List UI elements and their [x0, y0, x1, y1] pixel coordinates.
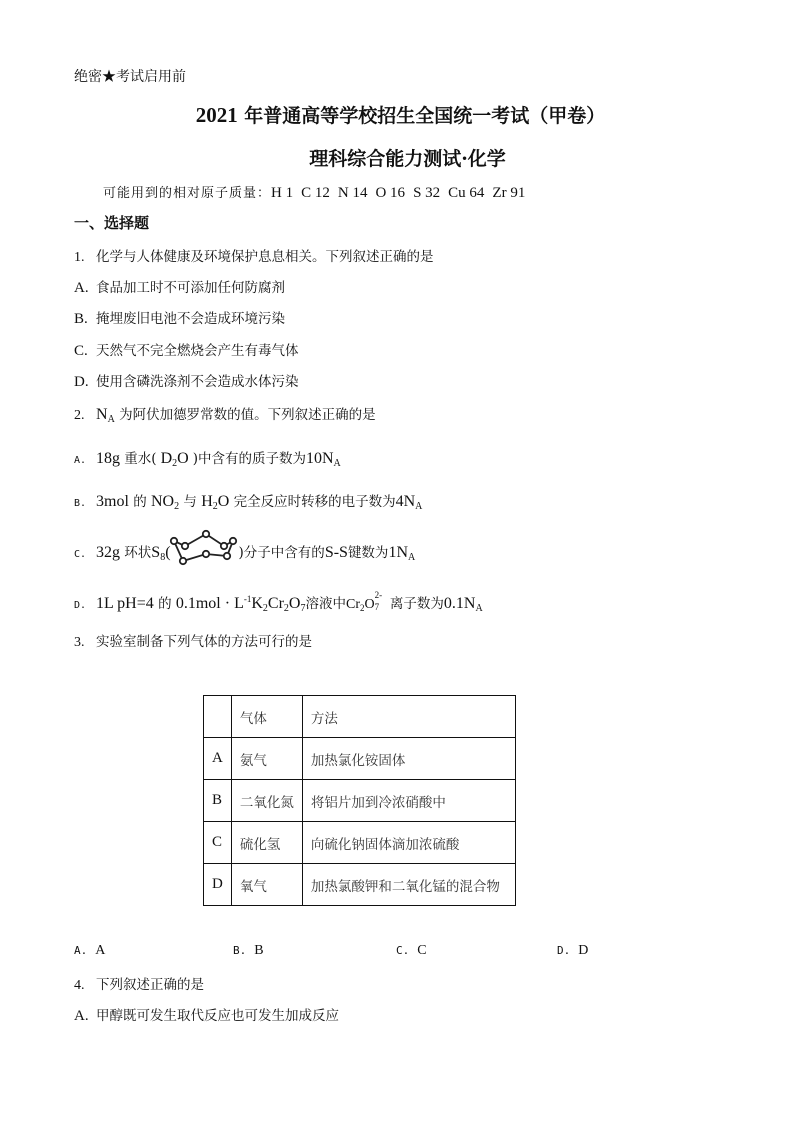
atomic-mass-zr: Zr 91 — [492, 185, 526, 201]
option-text: 的 — [133, 494, 147, 510]
formula-value — [396, 493, 423, 510]
table-cell: 氧气 — [231, 864, 302, 906]
table-cell: C — [204, 822, 232, 864]
formula-h2o — [201, 493, 229, 510]
formula-symbol: 0.1mol · L — [175, 595, 244, 612]
option-label: D. — [557, 944, 571, 957]
formula-subscript: 8 — [160, 552, 166, 563]
atomic-mass-n: N 14 — [337, 185, 368, 201]
question-2-option-b — [74, 490, 422, 512]
formula-script-stack — [374, 590, 386, 612]
table-header-row — [204, 696, 516, 738]
formula-subscript: 7 — [374, 602, 380, 612]
option-text: 重水( — [124, 451, 157, 467]
formula-symbol: D — [160, 450, 173, 467]
option-label: C. — [74, 549, 87, 560]
option-label: D. — [74, 374, 89, 390]
formula-na — [96, 406, 115, 423]
question-text: 为阿伏加德罗常数的值。下列叙述正确的是 — [119, 407, 376, 423]
question-1-option-c — [74, 339, 299, 360]
option-text: 溶液中 — [305, 596, 346, 612]
formula-subscript: A — [415, 501, 423, 512]
table-row — [204, 738, 516, 780]
question-number: 4. — [74, 978, 85, 993]
option-label: C. — [74, 343, 88, 359]
exam-year: 2021 — [195, 103, 238, 127]
formula-value — [306, 450, 341, 467]
table-cell: 将铝片加到冷浓硝酸中 — [302, 780, 515, 822]
question-number: 1. — [74, 250, 85, 265]
formula-symbol: O — [288, 595, 301, 612]
option-text: 离子数为 — [389, 596, 444, 612]
formula-symbol: K — [251, 595, 263, 612]
option-label: B. — [233, 944, 247, 957]
option-text: 使用含磷洗涤剂不会造成水体污染 — [96, 374, 299, 390]
option-text: A — [95, 943, 106, 958]
option-text: B — [254, 943, 264, 958]
exam-subtitle: 理科综合能力测试·化学 — [309, 148, 506, 170]
formula-symbol: H — [201, 493, 213, 510]
atomic-mass-line — [103, 182, 525, 202]
table-cell: 向硫化钠固体滴加浓硫酸 — [302, 822, 515, 864]
question-2-option-c — [74, 541, 415, 563]
question-text: 化学与人体健康及环境保护息息相关。下列叙述正确的是 — [96, 249, 434, 265]
option-text: 18g — [96, 450, 120, 467]
question-1-stem — [74, 245, 434, 266]
option-text: D — [578, 943, 589, 958]
formula-symbol: S — [151, 544, 161, 561]
formula-subscript: A — [107, 414, 115, 425]
option-text: 与 — [183, 494, 197, 510]
gas-preparation-table — [203, 695, 516, 906]
option-text: 天然气不完全燃烧会产生有毒气体 — [96, 343, 299, 359]
s8-ring-molecule-icon — [169, 529, 241, 573]
option-label: B. — [74, 311, 88, 327]
option-text: 完全反应时转移的电子数为 — [233, 494, 396, 510]
s8-ring-diagram — [171, 547, 239, 561]
atomic-mass-cu: Cu 64 — [448, 185, 485, 201]
table-cell: 加热氯化铵固体 — [302, 738, 515, 780]
formula-d2o — [157, 450, 193, 467]
question-3-option-a — [74, 943, 105, 959]
question-text: 下列叙述正确的是 — [96, 977, 204, 993]
formula-symbol: Cr — [267, 595, 284, 612]
table-cell: B — [204, 780, 232, 822]
option-text: 的 — [158, 596, 172, 612]
option-label: C. — [396, 944, 410, 957]
table-cell: 加热氯酸钾和二氧化锰的混合物 — [302, 864, 515, 906]
question-2-option-a — [74, 447, 341, 469]
formula-symbol: N — [96, 406, 108, 423]
table-cell: A — [204, 738, 232, 780]
table-row — [204, 864, 516, 906]
option-text: ( — [165, 544, 171, 561]
atomic-mass-c: C 12 — [301, 185, 330, 201]
question-2-option-d — [74, 592, 483, 614]
formula-subscript: 2 — [174, 501, 180, 512]
exam-title-text: 年普通高等学校招生全国统一考试（甲卷） — [237, 105, 606, 127]
option-text: 掩埋废旧电池不会造成环境污染 — [96, 311, 285, 327]
question-number: 3. — [74, 635, 85, 650]
option-text: 3mol — [96, 493, 129, 510]
formula-symbol: O — [217, 493, 230, 510]
atomic-mass-h: H 1 — [271, 185, 294, 201]
option-text: 32g — [96, 544, 120, 561]
formula-subscript: 2 — [212, 501, 218, 512]
formula-subscript: A — [408, 552, 416, 563]
formula-subscript: 7 — [300, 603, 306, 614]
formula-symbol: 4N — [395, 493, 416, 510]
question-1-option-d — [74, 370, 299, 391]
question-4-stem — [74, 973, 204, 994]
formula-value — [444, 595, 483, 612]
option-text: 甲醇既可发生取代反应也可发生加成反应 — [96, 1008, 339, 1024]
option-text: )中含有的质子数为 — [192, 451, 306, 467]
formula-superscript: 2- — [374, 590, 383, 600]
formula-symbol: 10N — [305, 450, 334, 467]
formula-symbol: NO — [150, 493, 175, 510]
formula-concentration — [176, 595, 306, 612]
option-label: D. — [74, 600, 87, 611]
question-number: 2. — [74, 408, 85, 423]
formula-subscript: 2 — [262, 603, 268, 614]
formula-value — [388, 544, 415, 561]
table-cell: 氨气 — [231, 738, 302, 780]
formula-no2 — [151, 493, 179, 510]
table-cell: 硫化氢 — [231, 822, 302, 864]
atomic-mass-s: S 32 — [413, 185, 441, 201]
question-1-option-b — [74, 307, 285, 328]
formula-superscript: -1 — [243, 594, 252, 604]
table-cell: 二氧化氮 — [231, 780, 302, 822]
option-text: C — [417, 943, 427, 958]
section-title: 一、选择题 — [74, 214, 150, 232]
formula-symbol: 0.1N — [443, 595, 476, 612]
question-3-option-b — [233, 943, 264, 959]
formula-subscript: A — [333, 458, 341, 469]
table-header-cell: 方法 — [302, 696, 515, 738]
table-cell: D — [204, 864, 232, 906]
question-2-stem — [74, 403, 376, 425]
exam-title — [0, 101, 793, 128]
question-1-option-a — [74, 276, 285, 297]
question-4-option-a — [74, 1004, 339, 1025]
option-label: A. — [74, 1008, 89, 1024]
option-text: )分子中含有的 — [238, 545, 325, 561]
table-row — [204, 780, 516, 822]
formula-s8 — [151, 544, 165, 561]
option-label: B. — [74, 498, 87, 509]
atomic-mass-o: O 16 — [375, 185, 406, 201]
formula-subscript: 2 — [283, 603, 289, 614]
option-text: 食品加工时不可添加任何防腐剂 — [96, 280, 285, 296]
option-text: 键数为 — [347, 545, 389, 561]
table-header-cell — [204, 696, 232, 738]
question-3-option-d — [557, 943, 588, 959]
formula-dichromate-ion — [345, 590, 386, 613]
option-label: A. — [74, 455, 87, 466]
formula-symbol: Cr — [345, 597, 360, 612]
question-text: 实验室制备下列气体的方法可行的是 — [96, 634, 312, 650]
formula-s-s-bond: S-S — [324, 544, 348, 561]
option-text: 1L pH=4 — [96, 595, 154, 612]
question-3-option-c — [396, 943, 427, 959]
formula-symbol: 1N — [388, 544, 408, 561]
formula-subscript: 2 — [359, 603, 365, 613]
option-text: 环状 — [124, 545, 152, 561]
confidential-label: 绝密★考试启用前 — [74, 69, 186, 85]
table-row — [204, 822, 516, 864]
question-3-stem — [74, 630, 312, 651]
table-header-cell: 气体 — [231, 696, 302, 738]
formula-symbol: O — [364, 597, 375, 612]
option-label: A. — [74, 280, 89, 296]
atomic-mass-label: 可能用到的相对原子质量： — [103, 186, 272, 201]
option-label: A. — [74, 944, 88, 957]
formula-subscript: A — [475, 603, 483, 614]
formula-symbol: O — [177, 450, 189, 467]
formula-subscript: 2 — [172, 458, 178, 469]
